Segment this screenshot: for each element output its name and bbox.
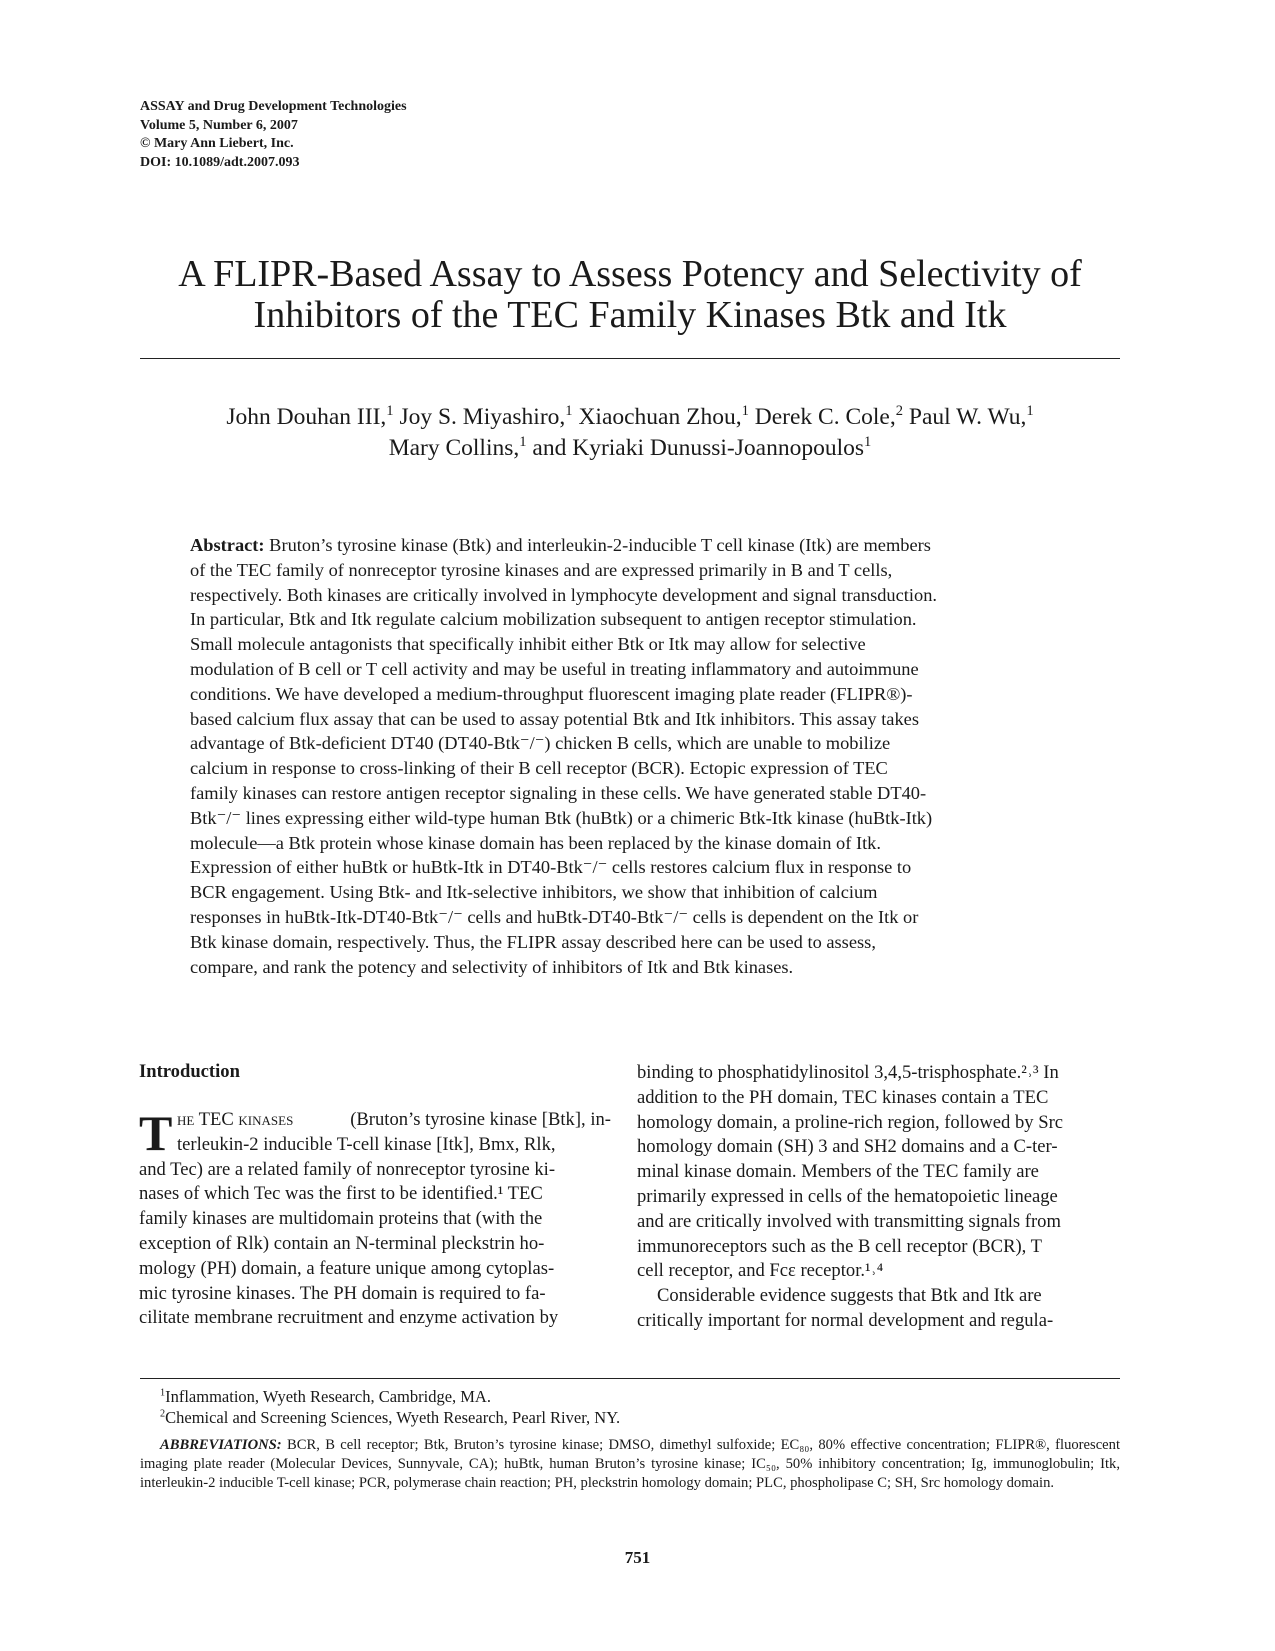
body-line: mic tyrosine kinases. The PH domain is required to fa- [139, 1282, 546, 1304]
body-line: Considerable evidence suggests that Btk and Itk are [657, 1285, 1042, 1307]
author: Derek C. Cole,$^2$ [754, 403, 903, 430]
body-line: nases of which Tec was the first to be identified.¹ TEC [139, 1183, 543, 1205]
affiliation-1: $^1$Inflammation, Wyeth Research, Cambridge, MA. [160, 1387, 491, 1406]
footnote-rule [140, 1378, 1120, 1379]
dropcap-letter: T [139, 1105, 173, 1161]
body-line: and Tec) are a related family of nonreceptor tyrosine ki- [139, 1158, 556, 1180]
section-heading-introduction: Introduction [139, 1061, 240, 1082]
author: Joy S. Miyashiro,$^1$ [399, 403, 573, 430]
abbreviations-label: ABBREVIATIONS: [160, 1437, 282, 1453]
body-line: minal kinase domain. Members of the TEC family are [637, 1161, 1039, 1183]
body-line: homology domain, a proline-rich region, followed by Src [637, 1111, 1064, 1133]
abstract-line: molecule—a Btk protein whose kinase domain has been replaced by the kinase domain of Itk. [190, 832, 881, 853]
abstract-line: of the TEC family of nonreceptor tyrosine kinases and are expressed primarily in B and T cells, [190, 559, 893, 580]
body-line: cilitate membrane recruitment and enzyme activation by [139, 1307, 559, 1329]
abstract-line: respectively. Both kinases are critically involved in lymphocyte development and signal transduction. [190, 584, 938, 605]
abstract-line: calcium in response to cross-linking of their B cell receptor (BCR). Ectopic expression of TEC [190, 758, 888, 779]
author: Mary Collins,$^1$ [388, 434, 527, 461]
body-line: critically important for normal development and regula- [637, 1309, 1054, 1331]
body-line: he TEC kinases (Bruton’s tyrosine kinase [Btk], in- [177, 1109, 611, 1130]
journal-name: ASSAY and Drug Development Technologies [140, 99, 407, 114]
abstract-line: family kinases can restore antigen receptor signaling in these cells. We have generated stable DT40- [190, 782, 927, 803]
journal-copyright: © Mary Ann Liebert, Inc. [140, 136, 294, 151]
abbreviations-text: BCR, B cell receptor; Btk, Bruton’s tyrosine kinase; DMSO, dimethyl sulfoxide; EC₈₀, 80% effective concentration; FLIPR®, fluorescent imaging plate reader (Molecular Devices, Sunnyvale, CA); huBtk, human Bruton’s tyrosine kinase; IC₅₀, 50% inhibitory concentration; Ig, immunoglobulin; Itk, interleukin-2 inducible T-cell kinase; PCR, polymerase chain reaction; PH, pleckstrin homology domain; PLC, phospholipase C; SH, Src homology domain. [140, 1437, 1120, 1491]
body-line: terleukin-2 inducible T-cell kinase [Itk], Bmx, Rlk, [177, 1133, 556, 1155]
author-line-2 [140, 433, 1120, 464]
author: John Douhan III,$^1$ [226, 403, 394, 430]
left-column [139, 1105, 611, 1331]
journal-volume: Volume 5, Number 6, 2007 [140, 117, 298, 133]
body-line: mology (PH) domain, a feature unique among cytoplas- [139, 1257, 555, 1279]
author-list [140, 402, 1120, 464]
abstract-line: Btk kinase domain, respectively. Thus, the FLIPR assay described here can be used to assess, [190, 931, 876, 952]
abstract-line: responses in huBtk-Itk-DT40-Btk⁻/⁻ cells and huBtk-DT40-Btk⁻/⁻ cells is dependent on the Itk or [190, 906, 919, 927]
abstract-line: Abstract: Bruton’s tyrosine kinase (Btk) and interleukin-2-inducible T cell kinase (Itk) are members [190, 535, 931, 555]
body-line: and are critically involved with transmitting signals from [637, 1210, 1061, 1232]
journal-info [140, 98, 407, 172]
article-title [140, 254, 1120, 336]
body-line: exception of Rlk) contain an N-terminal pleckstrin ho- [139, 1232, 545, 1254]
abstract-line: modulation of B cell or T cell activity and may be useful in treating inflammatory and autoimmune [190, 658, 919, 679]
abstract-line: Btk⁻/⁻ lines expressing either wild-type human Btk (huBtk) or a chimeric Btk-Itk kinase (huBtk-Itk) [190, 807, 933, 828]
body-line: cell receptor, and Fcε receptor.¹˒⁴ [637, 1260, 884, 1282]
abstract-line: Small molecule antagonists that specifically inhibit either Btk or Itk may allow for selective [190, 634, 866, 655]
right-column [637, 1061, 1109, 1334]
body-line: family kinases are multidomain proteins that (with the [139, 1208, 543, 1230]
author: and Kyriaki Dunussi-Joannopoulos$^1$ [532, 434, 872, 461]
body-line: primarily expressed in cells of the hematopoietic lineage [637, 1185, 1058, 1207]
abstract-line: Expression of either huBtk or huBtk-Itk in DT40-Btk⁻/⁻ cells restores calcium flux in response to [190, 857, 912, 878]
abstract-line: advantage of Btk-deficient DT40 (DT40-Btk⁻/⁻) chicken B cells, which are unable to mobilize [190, 733, 891, 754]
author-line-1 [140, 402, 1120, 433]
title-line-1: A FLIPR-Based Assay to Assess Potency and Selectivity of [178, 253, 1082, 295]
page-number: 751 [624, 1548, 651, 1567]
abstract-label: Abstract: [190, 535, 265, 555]
title-line-2: Inhibitors of the TEC Family Kinases Btk and Itk [253, 294, 1007, 336]
journal-doi: DOI: 10.1089/adt.2007.093 [140, 154, 300, 170]
title-rule [140, 358, 1120, 359]
intro-opening [139, 1105, 611, 1161]
abbreviations-footnote [140, 1436, 1120, 1493]
affiliation-2: $^2$Chemical and Screening Sciences, Wyeth Research, Pearl River, NY. [160, 1408, 621, 1427]
abstract-line: based calcium flux assay that can be used to assay potential Btk and Itk inhibitors. This assay takes [190, 708, 919, 729]
abstract-line: In particular, Btk and Itk regulate calcium mobilization subsequent to antigen receptor stimulation. [190, 609, 917, 630]
affiliation-footnotes [140, 1386, 1120, 1428]
abstract-line: BCR engagement. Using Btk- and Itk-selective inhibitors, we show that inhibition of calcium [190, 882, 878, 903]
body-line: binding to phosphatidylinositol 3,4,5-trisphosphate.²˒³ In [637, 1062, 1059, 1083]
body-line: immunoreceptors such as the B cell receptor (BCR), T [637, 1235, 1042, 1257]
author: Paul W. Wu,$^1$ [908, 403, 1034, 430]
body-line: homology domain (SH) 3 and SH2 domains and a C-ter- [637, 1136, 1058, 1158]
author: Xiaochuan Zhou,$^1$ [578, 403, 749, 430]
body-line: addition to the PH domain, TEC kinases contain a TEC [637, 1086, 1049, 1108]
abstract [190, 533, 1060, 979]
abstract-line: conditions. We have developed a medium-throughput fluorescent imaging plate reader (FLIPR®)- [190, 683, 913, 704]
abstract-line: compare, and rank the potency and selectivity of inhibitors of Itk and Btk kinases. [190, 956, 794, 977]
